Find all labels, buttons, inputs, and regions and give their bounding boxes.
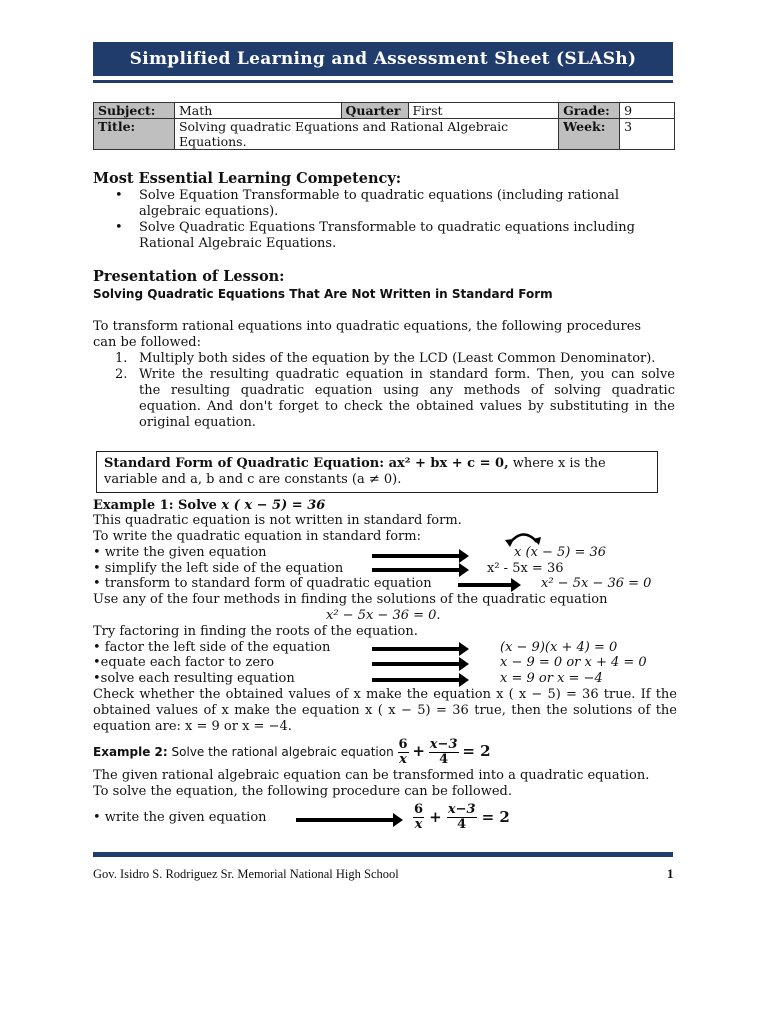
ex1-step-b3-text: •solve each resulting equation [93,671,295,686]
arrow-right-icon [372,647,460,651]
step-2-line-3: equation. And don't forget to check the obtained values by substituting in the [139,399,675,414]
step-fraction-2-denominator: 4 [457,817,467,832]
step-fraction-1-denominator: x [414,817,423,832]
lesson-subheading: Solving Quadratic Equations That Are Not Written in Standard Form [93,287,553,301]
example-2-step-text: • write the given equation [93,810,267,825]
step-fraction-2 [447,803,477,832]
example-1-check [93,687,677,735]
melc-item-1-line-1: Solve Equation Transformable to quadratic equations (including rational [139,188,620,203]
arrow-right-icon [372,568,460,572]
example-1-check-line-1: Check whether the obtained values of x make the equation x ( x − 5) = 36 true. If the [93,687,677,702]
example-2-fraction-1 [398,738,409,767]
step-2-line-1: Write the resulting quadratic equation in standard form. Then, you can solve [139,367,675,382]
step-1-text: Multiply both sides of the equation by the LCD (Least Common Denominator). [139,351,656,366]
ex1-step-b3-result-text: x = 9 or x = −4 [500,671,603,686]
ex1-step-b1-text: • factor the left side of the equation [93,640,331,655]
arrow-right-icon [458,583,512,587]
step-2-line-2: the resulting quadratic equation using any methods of solving quadratic [139,383,675,398]
ex1-step-b1-result-text: (x − 9)(x + 4) = 0 [500,640,618,655]
ex1-step-a3-text: • transform to standard form of quadratic equation [93,576,432,591]
ex1-step-a3-result-text: x² − 5x − 36 = 0 [541,576,652,591]
page-number: 1 [667,866,674,881]
footer-school: Gov. Isidro S. Rodriguez Sr. Memorial National High School [93,867,399,881]
step-plus-sign: + [429,808,442,826]
example-2-line-2: To solve the equation, the following procedure can be followed. [93,784,512,799]
example-2-label: Example 2: [93,745,168,759]
example-2-step-equation [413,798,510,836]
ex1-step-a1-text: • write the given equation [93,545,267,560]
example-1-equation: x ( x − 5) = 36 [221,498,326,513]
ex1-step-b1-result [500,640,617,656]
example-2-body [93,768,677,800]
example-2-line-1: The given rational algebraic equation can be transformed into a quadratic equation. [93,768,650,783]
footer-rule [93,852,673,857]
example-1-line-2: To write the quadratic equation in standard form: [93,529,421,544]
arrow-right-icon [372,662,460,666]
sheet-title-banner: Simplified Learning and Assessment Sheet (SLASh) [93,42,673,76]
title-label: Title: [94,119,175,150]
fraction-2-denominator: 4 [439,752,449,767]
ex1-step-b2-text: •equate each factor to zero [93,655,275,670]
arrow-right-icon [372,554,460,558]
subject-label: Subject: [94,103,175,119]
week-label: Week: [559,119,620,150]
equals-two: = 2 [462,742,491,760]
ex1-step-a1-result [514,545,606,561]
quarter-value: First [408,103,559,119]
melc-item-2-line-2: Rational Algebraic Equations. [139,236,337,251]
step-equals-two: = 2 [481,808,510,826]
example-2-fraction-2 [429,738,459,767]
standard-form-bold: Standard Form of Quadratic Equation: ax² + bx + c = 0, [104,456,509,471]
fraction-1-denominator: x [399,752,407,767]
standard-form-line-2: variable and a, b and c are constants (a ≠ 0). [104,472,402,487]
ex1-step-b3-result [500,671,603,687]
example-1-line-1: This quadratic equation is not written in standard form. [93,513,462,528]
quarter-label: Quarter [341,103,408,119]
ex1-step-a3-result [541,576,651,592]
example-1-line-4 [326,608,441,624]
lesson-heading: Presentation of Lesson: [93,268,285,285]
melc-item-2-line-1: Solve Quadratic Equations Transformable to quadratic equations including [139,220,635,235]
grade-value: 9 [620,103,675,119]
example-1-line-3: Use any of the four methods in finding the solutions of the quadratic equation [93,592,608,607]
arrow-right-icon [372,678,460,682]
lesson-intro-line-1: To transform rational equations into quadratic equations, the following procedures [93,319,642,334]
ex1-step-a1-result-text: x (x − 5) = 36 [514,545,607,560]
example-2-text: Solve the rational algebraic equation [167,745,398,759]
example-1-line-5: Try factoring in finding the roots of the equation. [93,624,418,639]
lesson-intro-line-2: can be followed: [93,335,201,350]
melc-item-1-line-2: algebraic equations). [139,204,279,219]
example-2-heading [93,732,491,771]
title-line-2: Equations. [178,134,247,149]
example-1-heading [93,498,325,514]
step-fraction-1-numerator: 6 [414,802,424,817]
melc-bullet-1: • [115,188,123,203]
grade-label: Grade: [559,103,620,119]
fraction-1-numerator: 6 [398,737,408,752]
step-1-number: 1. [115,351,128,366]
example-1-solve: : Solve [168,498,222,513]
standard-form-text [104,456,606,488]
plus-sign: + [412,742,425,760]
ex1-step-b2-result-text: x − 9 = 0 or x + 4 = 0 [500,655,647,670]
example-1-check-line-2: obtained values of x make the equation x ( x − 5) = 36 true, then the solutions of the [93,703,677,718]
ex1-step-b2-result [500,655,647,671]
week-value: 3 [620,119,675,150]
info-table [93,102,675,150]
example-1-check-line-3: equation are: x = 9 or x = −4. [93,719,292,734]
melc-bullet-2: • [115,220,123,235]
arrow-right-icon [296,818,394,822]
step-2-number: 2. [115,367,128,382]
fraction-2-numerator: x−3 [429,737,458,752]
melc-heading: Most Essential Learning Competency: [93,170,402,187]
step-2-text [139,367,675,431]
step-fraction-1 [413,803,424,832]
step-2-line-4: original equation. [139,415,256,430]
step-fraction-2-numerator: x−3 [447,802,476,817]
melc-item-1 [139,188,619,220]
header-rule [93,80,673,83]
example-1-line-4-text: x² − 5x − 36 = 0. [326,608,441,623]
subject-value: Math [174,103,341,119]
lesson-intro [93,319,677,351]
title-line-1: Solving quadratic Equations and Rational Algebraic [178,119,509,134]
example-1-label: Example 1 [93,498,169,513]
title-value [174,119,558,150]
melc-item-2 [139,220,635,252]
ex1-step-a2-result: x² - 5x = 36 [487,561,564,576]
standard-form-rest: where x is the [508,456,606,471]
ex1-step-a2-text: • simplify the left side of the equation [93,561,344,576]
